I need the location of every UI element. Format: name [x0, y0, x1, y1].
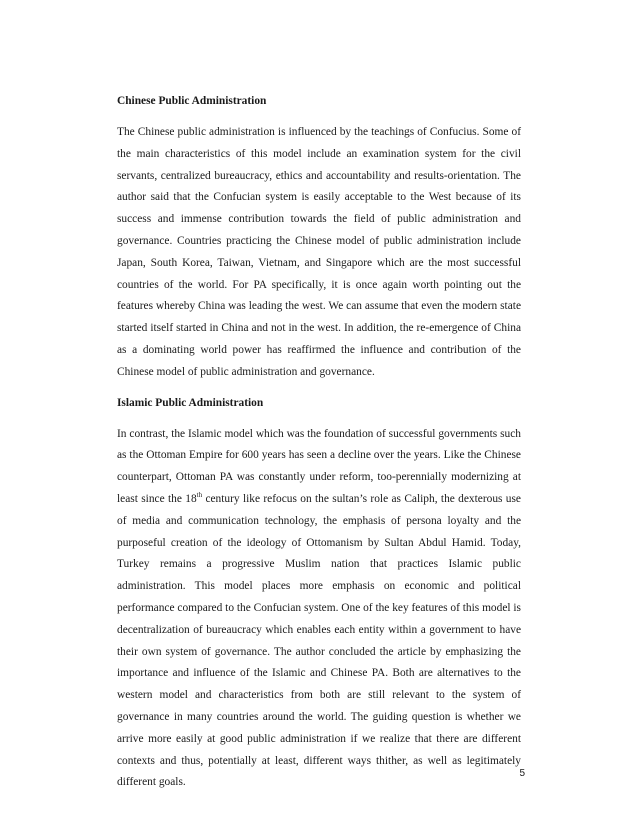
paragraph-text: century like refocus on the sultan’s role as Caliph, the dexterous use of media and communication technology, the emphasis of persona loyalty and the purposeful creation of the ideology of Ottomanism by Sultan Abdul Hamid. Today, Turkey remains a progressive Muslim nation that practices Islamic public administration. This model places more emphasis on economic and political performance compared to the Confucian system. One of the key features of this model is decentralization of bureaucracy which enables each entity within a government to have their own system of governance. The author concluded the article by emphasizing the importance and influence of the Islamic and Chinese PA. Both are alternatives to the western model and characteristics from both are still relevant to the system of governance in many countries around the world. The guiding question is whether we arrive more easily at good public administration if we realize that there are different contexts and thus, potentially at least, different ways thither, as well as legitimately different goals.	[117, 492, 521, 789]
page-content	[117, 94, 521, 806]
ordinal-superscript: th	[196, 491, 203, 500]
paragraph-chinese-pa: The Chinese public administration is influenced by the teachings of Confucius. Some of the main characteristics of this model include an examination system for the civil servants, centralized bureaucracy, ethics and accountability and results-orientation. The author said that the Confucian system is easily acceptable to the West because of its success and immense contribution towards the field of public administration and governance. Countries practicing the Chinese model of public administration include Japan, South Korea, Taiwan, Vietnam, and Singapore which are the most successful countries of the world. For PA specifically, it is once again worth pointing out the features whereby China was leading the west. We can assume that even the modern state started itself started in China and not in the west. In addition, the re-emergence of China as a dominating world power has reaffirmed the influence and contribution of the Chinese model of public administration and governance.	[117, 126, 521, 378]
paragraph-islamic-pa	[117, 424, 521, 795]
page-number: 5	[519, 768, 525, 779]
paragraph-text: In contrast, the Islamic model which was the foundation of successful governments such as the Ottoman Empire for 600 years has seen a decline over the years. Like the Chinese counterpart, Ottoman PA was constantly under reform, too-perennially modernizing at least since the 18	[117, 427, 521, 505]
section-heading-chinese-pa: Chinese Public Administration	[117, 95, 267, 107]
section-heading-islamic-pa: Islamic Public Administration	[117, 396, 264, 409]
